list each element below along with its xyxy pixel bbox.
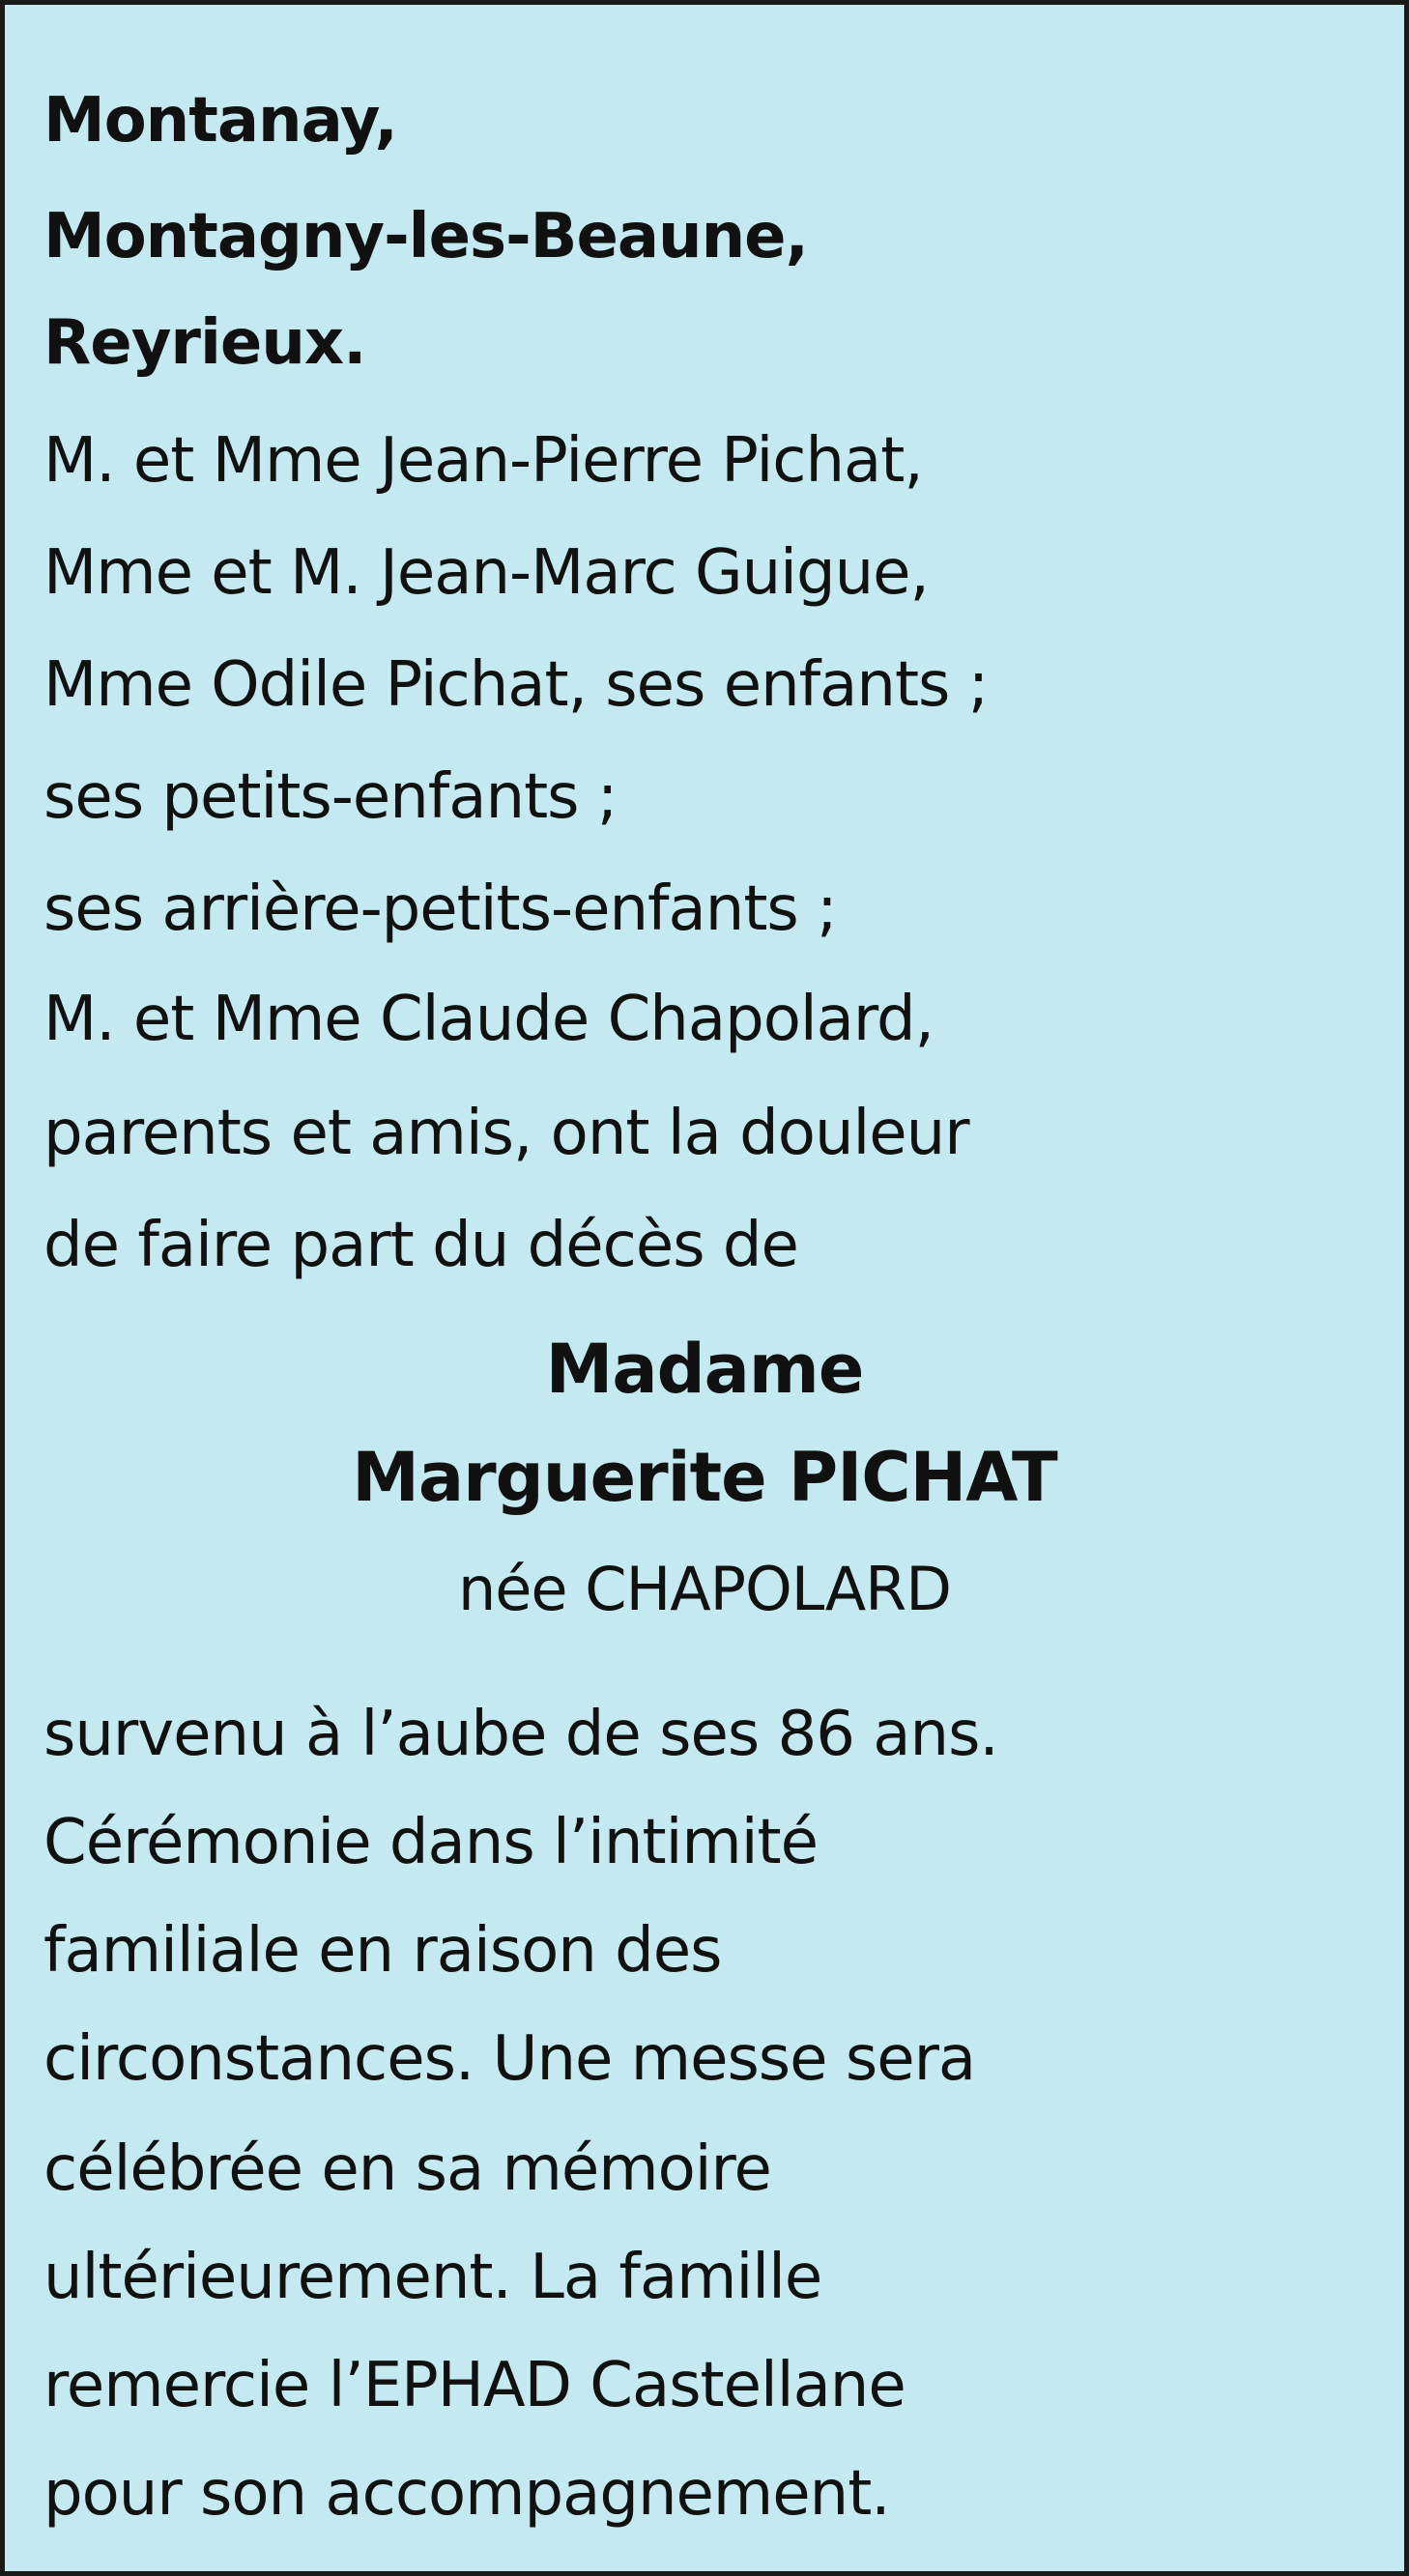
family-line-3: Mme Odile Pichat, ses enfants ;: [43, 649, 989, 721]
heading-line-3: Reyrieux.: [43, 307, 366, 379]
deceased-title: Madame: [545, 1330, 864, 1409]
family-line-5: ses arrière-petits-enfants ;: [43, 873, 837, 945]
details-line-6: ultérieurement. La famille: [43, 2242, 822, 2313]
details-line-8: pour son accompagnement.: [43, 2458, 890, 2530]
details-line-2: Cérémonie dans l’intimité: [43, 1807, 818, 1878]
deceased-maiden-name: née CHAPOLARD: [457, 1554, 951, 1624]
heading-line-1: Montanay,: [43, 85, 397, 157]
details-line-5: célébrée en sa mémoire: [43, 2133, 771, 2205]
family-line-4: ses petits-enfants ;: [43, 761, 618, 833]
family-line-7: parents et amis, ont la douleur: [43, 1098, 969, 1169]
family-line-1: M. et Mme Jean-Pierre Pichat,: [43, 425, 923, 497]
details-line-1: survenu à l’aube de ses 86 ans.: [43, 1699, 998, 1770]
details-line-7: remercie l’EPHAD Castellane: [43, 2350, 906, 2421]
deceased-name: Marguerite PICHAT: [352, 1438, 1057, 1517]
family-line-2: Mme et M. Jean-Marc Guigue,: [43, 537, 929, 609]
family-line-8: de faire part du décès de: [43, 1210, 798, 1281]
details-line-4: circonstances. Une messe sera: [43, 2023, 976, 2095]
details-line-3: familiale en raison des: [43, 1915, 722, 1987]
heading-line-2: Montagny-les-Beaune,: [43, 201, 808, 272]
family-line-6: M. et Mme Claude Chapolard,: [43, 984, 934, 1055]
